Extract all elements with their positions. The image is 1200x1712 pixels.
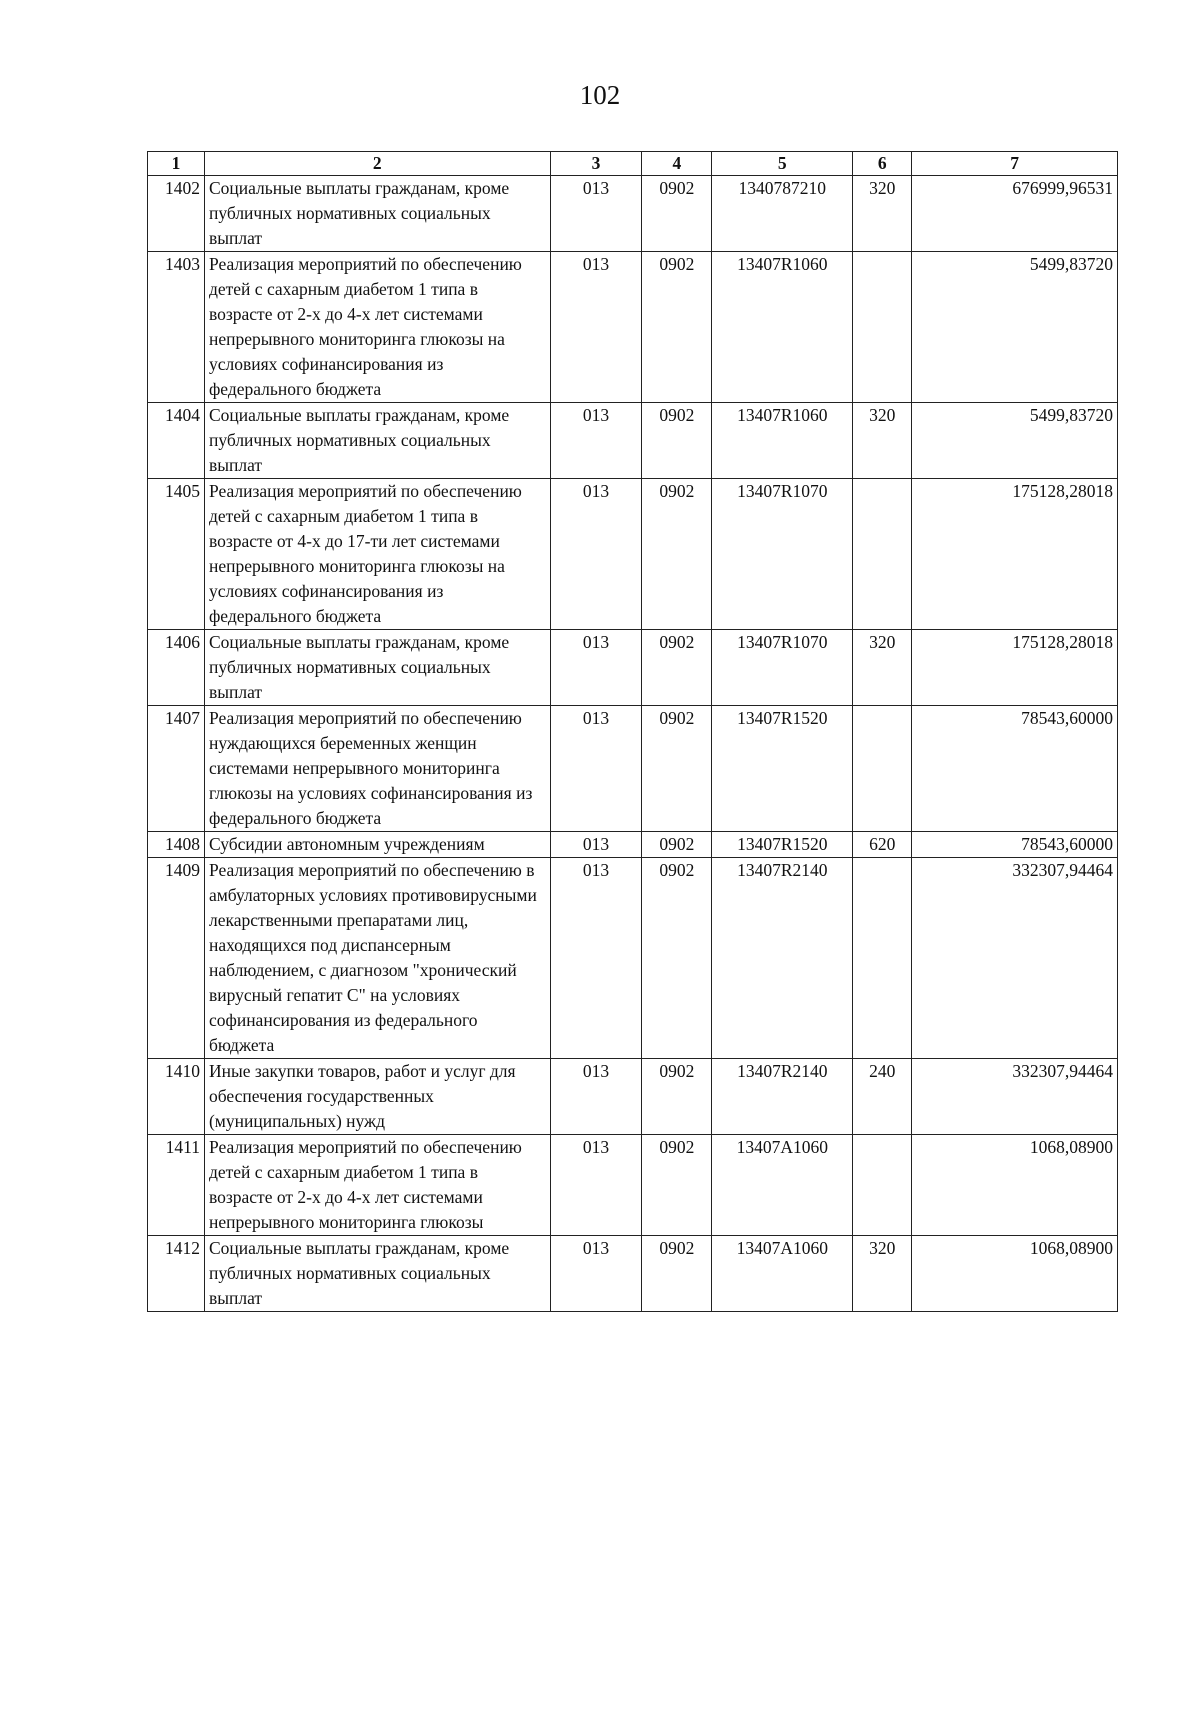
ministry-code: 013 <box>550 1135 642 1236</box>
row-amount: 1068,08900 <box>912 1236 1118 1312</box>
expense-type-code <box>853 706 912 832</box>
row-amount: 5499,83720 <box>912 252 1118 403</box>
row-description: Социальные выплаты гражданам, кроме публичных нормативных социальных выплат <box>204 630 550 706</box>
expense-type-code: 240 <box>853 1059 912 1135</box>
ministry-code: 013 <box>550 1059 642 1135</box>
row-amount: 5499,83720 <box>912 403 1118 479</box>
table-row <box>148 1059 1118 1135</box>
section-code: 0902 <box>642 252 712 403</box>
section-code: 0902 <box>642 1236 712 1312</box>
ministry-code: 013 <box>550 832 642 858</box>
row-number: 1412 <box>148 1236 205 1312</box>
row-number: 1404 <box>148 403 205 479</box>
row-description: Социальные выплаты гражданам, кроме публичных нормативных социальных выплат <box>204 403 550 479</box>
row-amount: 1068,08900 <box>912 1135 1118 1236</box>
row-number: 1411 <box>148 1135 205 1236</box>
ministry-code: 013 <box>550 1236 642 1312</box>
row-description: Реализация мероприятий по обеспечению детей с сахарным диабетом 1 типа в возрасте от 2-х до 4-х лет системами непрерывного мониторинга глюкозы на условиях софинансирования из федерального бюджета <box>204 252 550 403</box>
section-code: 0902 <box>642 858 712 1059</box>
header-row <box>148 152 1118 176</box>
expense-type-code: 320 <box>853 176 912 252</box>
row-number: 1405 <box>148 479 205 630</box>
header-cell: 2 <box>204 152 550 176</box>
expense-type-code <box>853 479 912 630</box>
budget-table <box>147 151 1118 1312</box>
row-number: 1410 <box>148 1059 205 1135</box>
row-amount: 175128,28018 <box>912 479 1118 630</box>
target-article-code: 13407A1060 <box>712 1236 853 1312</box>
header-cell: 6 <box>853 152 912 176</box>
table-row <box>148 176 1118 252</box>
header-cell: 7 <box>912 152 1118 176</box>
table-row <box>148 479 1118 630</box>
ministry-code: 013 <box>550 403 642 479</box>
table-row <box>148 252 1118 403</box>
target-article-code: 1340787210 <box>712 176 853 252</box>
row-amount: 332307,94464 <box>912 1059 1118 1135</box>
row-description: Социальные выплаты гражданам, кроме публичных нормативных социальных выплат <box>204 1236 550 1312</box>
ministry-code: 013 <box>550 176 642 252</box>
target-article-code: 13407R1520 <box>712 832 853 858</box>
page-number: 102 <box>579 80 621 110</box>
row-amount: 78543,60000 <box>912 706 1118 832</box>
header-cell: 1 <box>148 152 205 176</box>
expense-type-code: 620 <box>853 832 912 858</box>
section-code: 0902 <box>642 403 712 479</box>
expense-type-code <box>853 252 912 403</box>
table-row <box>148 1236 1118 1312</box>
section-code: 0902 <box>642 479 712 630</box>
section-code: 0902 <box>642 1135 712 1236</box>
ministry-code: 013 <box>550 630 642 706</box>
ministry-code: 013 <box>550 479 642 630</box>
row-number: 1402 <box>148 176 205 252</box>
row-description: Реализация мероприятий по обеспечению детей с сахарным диабетом 1 типа в возрасте от 2-х до 4-х лет системами непрерывного мониторинга глюкозы <box>204 1135 550 1236</box>
row-amount: 175128,28018 <box>912 630 1118 706</box>
header-cell: 5 <box>712 152 853 176</box>
row-description: Иные закупки товаров, работ и услуг для обеспечения государственных (муниципальных) нужд <box>204 1059 550 1135</box>
table-row <box>148 832 1118 858</box>
ministry-code: 013 <box>550 706 642 832</box>
expense-type-code: 320 <box>853 403 912 479</box>
row-description: Социальные выплаты гражданам, кроме публичных нормативных социальных выплат <box>204 176 550 252</box>
table-row <box>148 706 1118 832</box>
row-description: Субсидии автономным учреждениям <box>204 832 550 858</box>
row-number: 1408 <box>148 832 205 858</box>
target-article-code: 13407R1060 <box>712 403 853 479</box>
target-article-code: 13407R2140 <box>712 858 853 1059</box>
target-article-code: 13407R1520 <box>712 706 853 832</box>
table-row <box>148 1135 1118 1236</box>
row-amount: 78543,60000 <box>912 832 1118 858</box>
section-code: 0902 <box>642 832 712 858</box>
expense-type-code <box>853 858 912 1059</box>
header-cell: 3 <box>550 152 642 176</box>
target-article-code: 13407R1070 <box>712 479 853 630</box>
row-amount: 676999,96531 <box>912 176 1118 252</box>
target-article-code: 13407R1060 <box>712 252 853 403</box>
row-description: Реализация мероприятий по обеспечению нуждающихся беременных женщин системами непрерывного мониторинга глюкозы на условиях софинансирования из федерального бюджета <box>204 706 550 832</box>
section-code: 0902 <box>642 630 712 706</box>
row-amount: 332307,94464 <box>912 858 1118 1059</box>
row-number: 1409 <box>148 858 205 1059</box>
section-code: 0902 <box>642 706 712 832</box>
target-article-code: 13407R2140 <box>712 1059 853 1135</box>
target-article-code: 13407R1070 <box>712 630 853 706</box>
ministry-code: 013 <box>550 252 642 403</box>
header-cell: 4 <box>642 152 712 176</box>
row-number: 1407 <box>148 706 205 832</box>
row-number: 1403 <box>148 252 205 403</box>
table-row <box>148 403 1118 479</box>
target-article-code: 13407A1060 <box>712 1135 853 1236</box>
expense-type-code: 320 <box>853 630 912 706</box>
row-description: Реализация мероприятий по обеспечению детей с сахарным диабетом 1 типа в возрасте от 4-х до 17-ти лет системами непрерывного мониторинга глюкозы на условиях софинансирования из федерального бюджета <box>204 479 550 630</box>
section-code: 0902 <box>642 1059 712 1135</box>
table-row <box>148 630 1118 706</box>
section-code: 0902 <box>642 176 712 252</box>
expense-type-code: 320 <box>853 1236 912 1312</box>
ministry-code: 013 <box>550 858 642 1059</box>
row-number: 1406 <box>148 630 205 706</box>
expense-type-code <box>853 1135 912 1236</box>
row-description: Реализация мероприятий по обеспечению в амбулаторных условиях противовирусными лекарственными препаратами лиц, находящихся под диспансерным наблюдением, с диагнозом "хронический вирусный гепатит С" на условиях софинансирования из федерального бюджета <box>204 858 550 1059</box>
table-row <box>148 858 1118 1059</box>
